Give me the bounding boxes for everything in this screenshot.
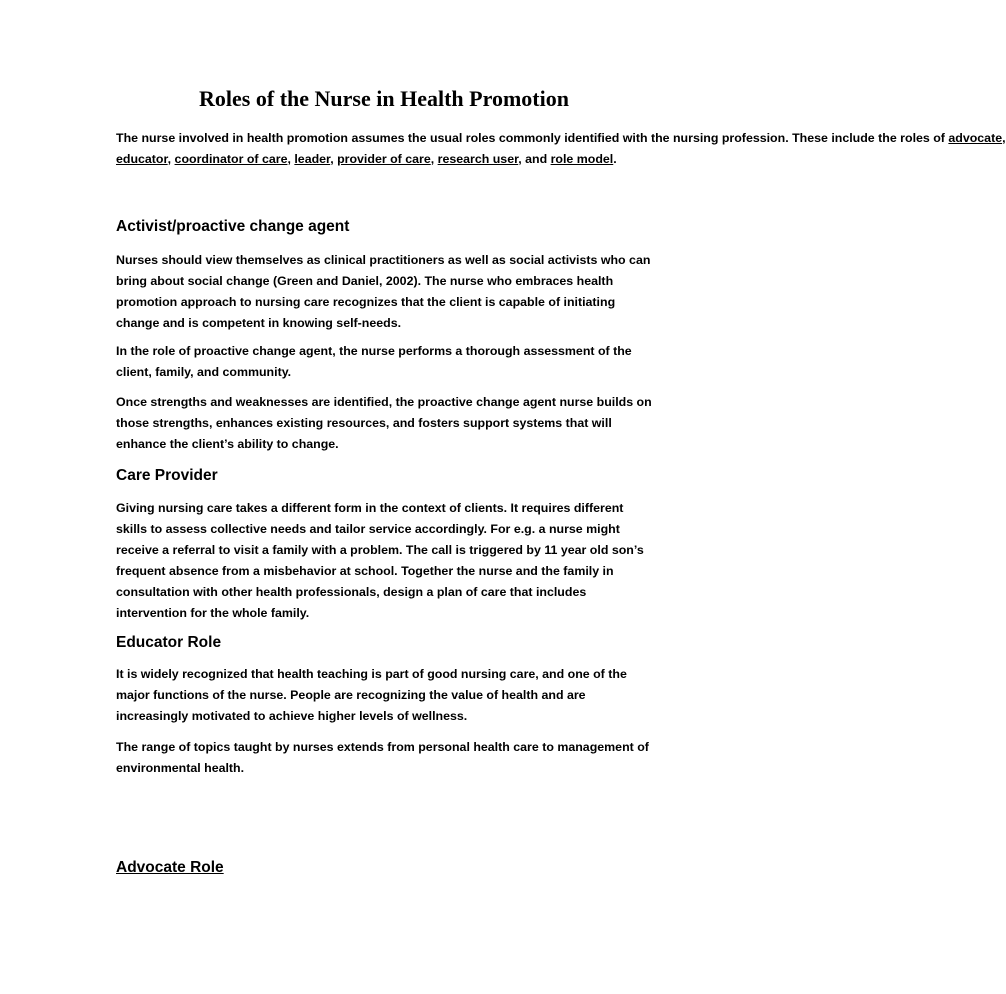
activist-paragraph-3: Once strengths and weaknesses are identified, the proactive change agent nurse builds on those strengths, enhances existing resources, and fosters support systems that will enhance the client’s ability to change. — [116, 395, 652, 451]
heading-care-provider: Care Provider — [116, 467, 218, 484]
role-link-leader: leader — [294, 152, 331, 166]
heading-educator: Educator Role — [116, 634, 222, 651]
educator-paragraph-1: It is widely recognized that health teaching is part of good nursing care, and one of the major functions of the nurse. People are recognizing the value of health and are increasingly motivated to achieve higher levels of wellness. — [116, 667, 627, 723]
page-title: Roles of the Nurse in Health Promotion — [199, 86, 569, 111]
intro-paragraph: The nurse involved in health promotion assumes the usual roles commonly identified with the nursing profession. These include the roles of advocate, educator, coordinator of care, leader, provider of care, research user, and role model. — [116, 131, 1006, 166]
educator-paragraph-2: The range of topics taught by nurses extends from personal health care to management of environmental health. — [116, 740, 649, 775]
role-link-advocate: advocate — [948, 131, 1003, 145]
role-link-research-user: research user — [437, 152, 519, 166]
activist-paragraph-1: Nurses should view themselves as clinical practitioners as well as social activists who can bring about social change (Green and Daniel, 2002). The nurse who embraces health promotion approach to nursing care recognizes that the client is capable of initiating change and is competent in knowing self-needs. — [116, 253, 651, 330]
heading-activist: Activist/proactive change agent — [116, 218, 350, 235]
role-link-educator: educator — [116, 152, 168, 166]
heading-advocate: Advocate Role — [116, 859, 224, 876]
care-provider-paragraph: Giving nursing care takes a different form in the context of clients. It requires different skills to assess collective needs and tailor service accordingly. For e.g. a nurse might receive a referral to visit a family with a problem. The call is triggered by 11 year old son’s frequent absence from a misbehavior at school. Together the nurse and the family in consultation with other health professionals, design a plan of care that includes intervention for the whole family. — [116, 501, 644, 620]
activist-paragraph-2: In the role of proactive change agent, the nurse performs a thorough assessment of the client, family, and community. — [116, 344, 632, 379]
role-link-role-model: role model — [550, 152, 614, 166]
role-link-coordinator-of-care: coordinator of care — [174, 152, 288, 166]
role-link-provider-of-care: provider of care — [337, 152, 431, 166]
